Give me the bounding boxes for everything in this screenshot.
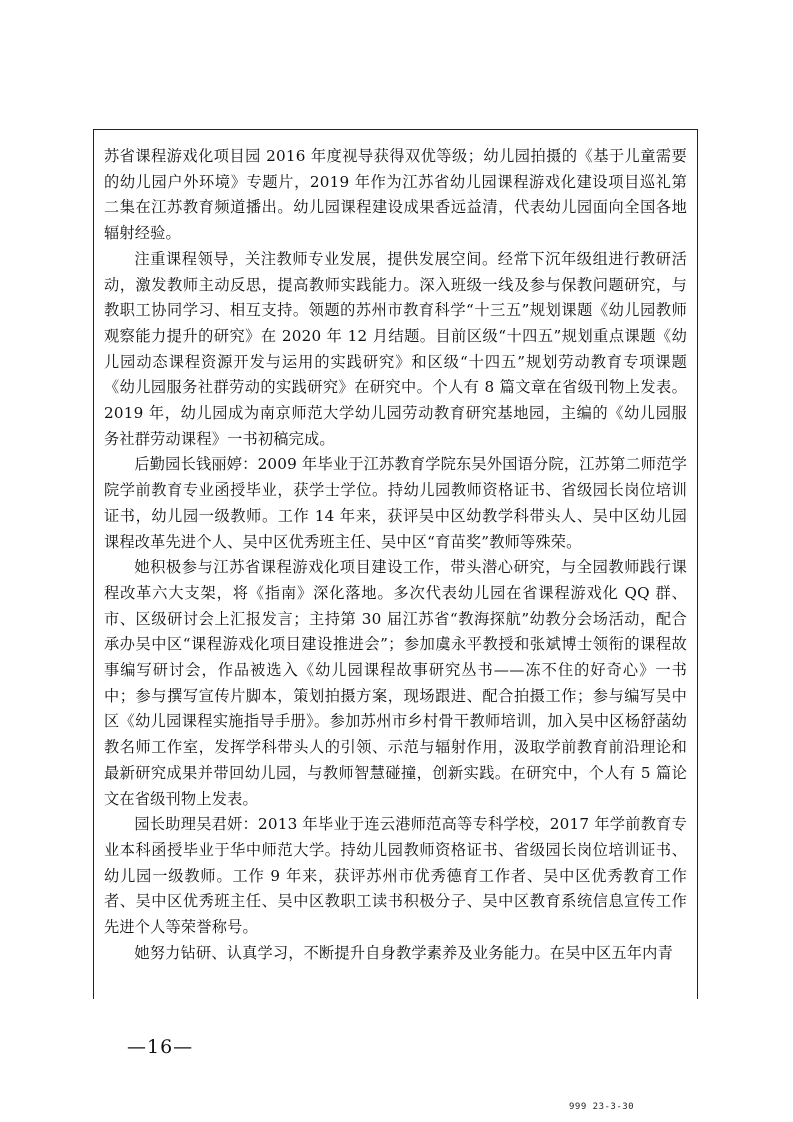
document-body bbox=[94, 130, 697, 967]
paragraph-wu-junyan-work: 她努力钻研、认真学习，不断提升自身教学素养及业务能力。在吴中区五年内青 bbox=[134, 943, 673, 962]
document-frame bbox=[93, 129, 698, 999]
paragraph-continuation: 苏省课程游戏化项目园 2016 年度视导获得双优等级；幼儿园拍摄的《基于儿童需要的幼儿园户外环境》专题片，2019 年作为江苏省幼儿园课程游戏化建设项目巡礼第二集在江苏教育频道播出。幼儿园课程建设成果香远益清，代表幼儿园面向全国各地辐射经验。 bbox=[104, 147, 687, 243]
paragraph-qian-liting-work: 她积极参与江苏省课程游戏化项目建设工作，带头潜心研究，与全园教师践行课程改革六大支架，将《指南》深化落地。多次代表幼儿园在省课程游戏化 QQ 群、市、区级研讨会上汇报发言；主持第 30 届江苏省“教海探航”幼教分会场活动，配合承办吴中区“课程游戏化项目建设推进会”；参加虞永平教授和张斌博士领衔的课程故事编写研讨会，作品被选入《幼儿园课程故事研究丛书——冻不住的好奇心》一书中；参与撰写宣传片脚本，策划拍摄方案，现场跟进、配合拍摄工作；参与编写吴中区《幼儿园课程实施指导手册》。参加苏州市乡村骨干教师培训，加入吴中区杨舒菡幼教名师工作室，发挥学科带头人的引领、示范与辐射作用，汲取学前教育前沿理论和最新研究成果并带回幼儿园，与教师智慧碰撞，创新实践。在研究中，个人有 5 篇论文在省级刊物上发表。 bbox=[104, 558, 687, 808]
print-stamp: 999 23-3-30 bbox=[569, 1102, 635, 1112]
paragraph-wu-junyan-profile: 园长助理吴君妍：2013 年毕业于连云港师范高等专科学校，2017 年学前教育专业本科函授毕业于华中师范大学。持幼儿园教师资格证书、省级园长岗位培训证书、幼儿园一级教师。工作 9 年来，获评苏州市优秀德育工作者、吴中区优秀教育工作者、吴中区优秀班主任、吴中区教职工读书积极分子、吴中区教育系统信息宣传工作先进个人等荣誉称号。 bbox=[104, 815, 687, 937]
paragraph-curriculum-leadership: 注重课程领导，关注教师专业发展，提供发展空间。经常下沉年级组进行教研活动，激发教师主动反思，提高教师实践能力。深入班级一线及参与保教问题研究，与教职工协同学习、相互支持。领题的苏州市教育科学“十三五”规划课题《幼儿园教师观察能力提升的研究》在 2020 年 12 月结题。目前区级“十四五”规划重点课题《幼儿园动态课程资源开发与运用的实践研究》和区级“十四五”规划劳动教育专项课题《幼儿园服务社群劳动的实践研究》在研究中。个人有 8 篇文章在省级刊物上发表。2019 年，幼儿园成为南京师范大学幼儿园劳动教育研究基地园，主编的《幼儿园服务社群劳动课程》一书初稿完成。 bbox=[104, 249, 687, 448]
paragraph-qian-liting-profile: 后勤园长钱丽婷：2009 年毕业于江苏教育学院东吴外国语分院，江苏第二师范学院学前教育专业函授毕业，获学士学位。持幼儿园教师资格证书、省级园长岗位培训证书，幼儿园一级教师。工作 14 年来，获评吴中区幼教学科带头人、吴中区幼儿园课程改革先进个人、吴中区优秀班主任、吴中区“育苗奖”教师等殊荣。 bbox=[104, 455, 687, 551]
page-number: —16— bbox=[127, 1036, 194, 1058]
